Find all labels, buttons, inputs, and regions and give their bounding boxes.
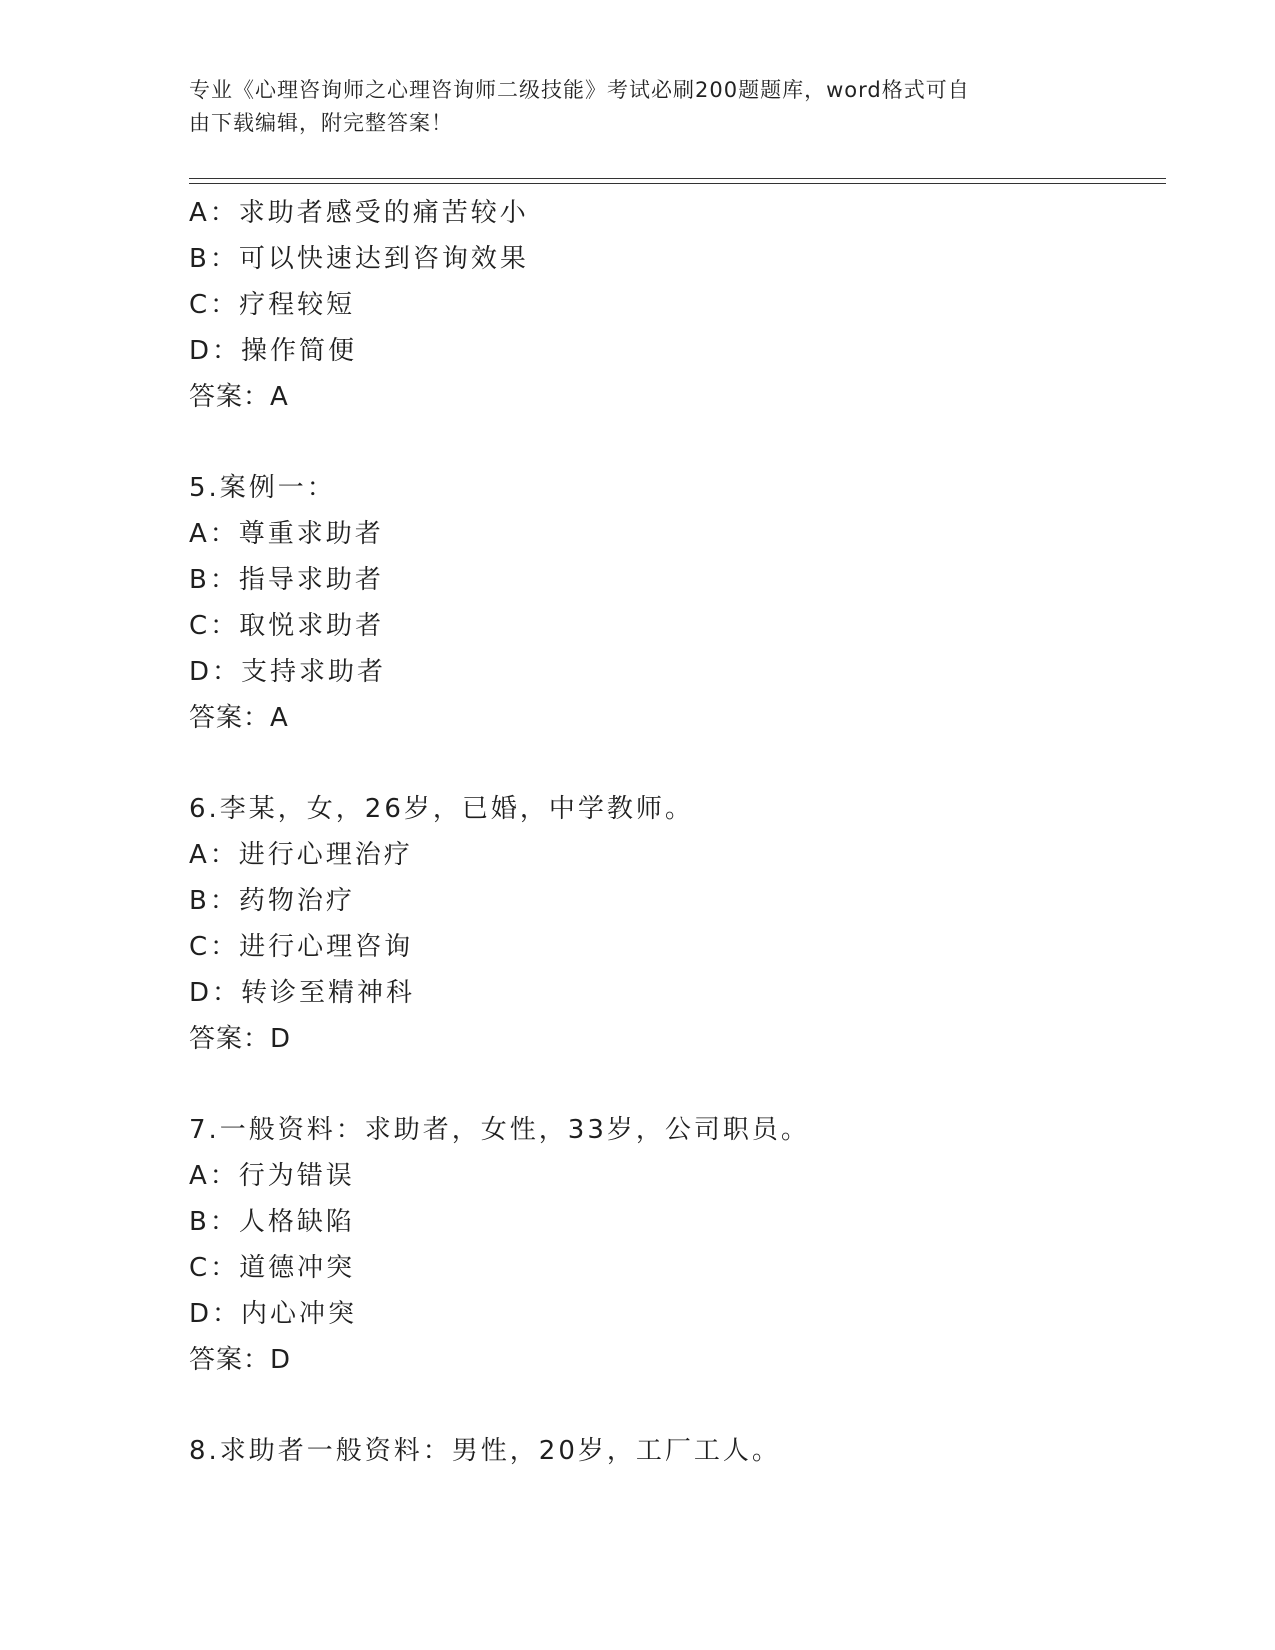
- document-header: [189, 74, 1089, 140]
- question-block-5: [189, 465, 1169, 741]
- spacer: [189, 1062, 1169, 1107]
- question-stem: 8.求助者一般资料：男性，20岁，工厂工人。: [189, 1436, 781, 1466]
- answer-line: 答案：A: [189, 703, 289, 733]
- option-b: B：药物治疗: [189, 886, 355, 916]
- option-a: A：尊重求助者: [189, 519, 384, 549]
- header-divider-bottom: [189, 183, 1166, 184]
- question-block-4: [189, 190, 1169, 420]
- option-c: C：进行心理咨询: [189, 932, 414, 962]
- question-block-6: [189, 786, 1169, 1062]
- question-block-7: [189, 1107, 1169, 1383]
- option-d: D：转诊至精神科: [189, 978, 416, 1008]
- option-a: A：求助者感受的痛苦较小: [189, 198, 529, 228]
- spacer: [189, 420, 1169, 465]
- answer-line: 答案：D: [189, 1345, 292, 1375]
- spacer: [189, 1383, 1169, 1428]
- header-divider-top: [189, 178, 1166, 179]
- question-stem: 7.一般资料：求助者，女性，33岁，公司职员。: [189, 1115, 810, 1145]
- question-block-8: [189, 1428, 1169, 1474]
- option-d: D：支持求助者: [189, 657, 387, 687]
- option-d: D：内心冲突: [189, 1299, 358, 1329]
- question-stem: 5.案例一：: [189, 473, 336, 503]
- option-c: C：道德冲突: [189, 1253, 356, 1283]
- option-b: B：人格缺陷: [189, 1207, 355, 1237]
- option-c: C：疗程较短: [189, 290, 356, 320]
- option-a: A：进行心理治疗: [189, 840, 413, 870]
- answer-line: 答案：D: [189, 1024, 292, 1054]
- option-a: A：行为错误: [189, 1161, 355, 1191]
- option-b: B：可以快速达到咨询效果: [189, 244, 529, 274]
- header-line-1: 专业《心理咨询师之心理咨询师二级技能》考试必刷200题题库，word格式可自: [189, 78, 970, 102]
- header-line-2: 由下载编辑，附完整答案！: [189, 111, 453, 135]
- question-list: [189, 190, 1169, 1474]
- spacer: [189, 741, 1169, 786]
- answer-line: 答案：A: [189, 382, 289, 412]
- option-d: D：操作简便: [189, 336, 358, 366]
- question-stem: 6.李某，女，26岁，已婚，中学教师。: [189, 794, 694, 824]
- option-b: B：指导求助者: [189, 565, 384, 595]
- option-c: C：取悦求助者: [189, 611, 385, 641]
